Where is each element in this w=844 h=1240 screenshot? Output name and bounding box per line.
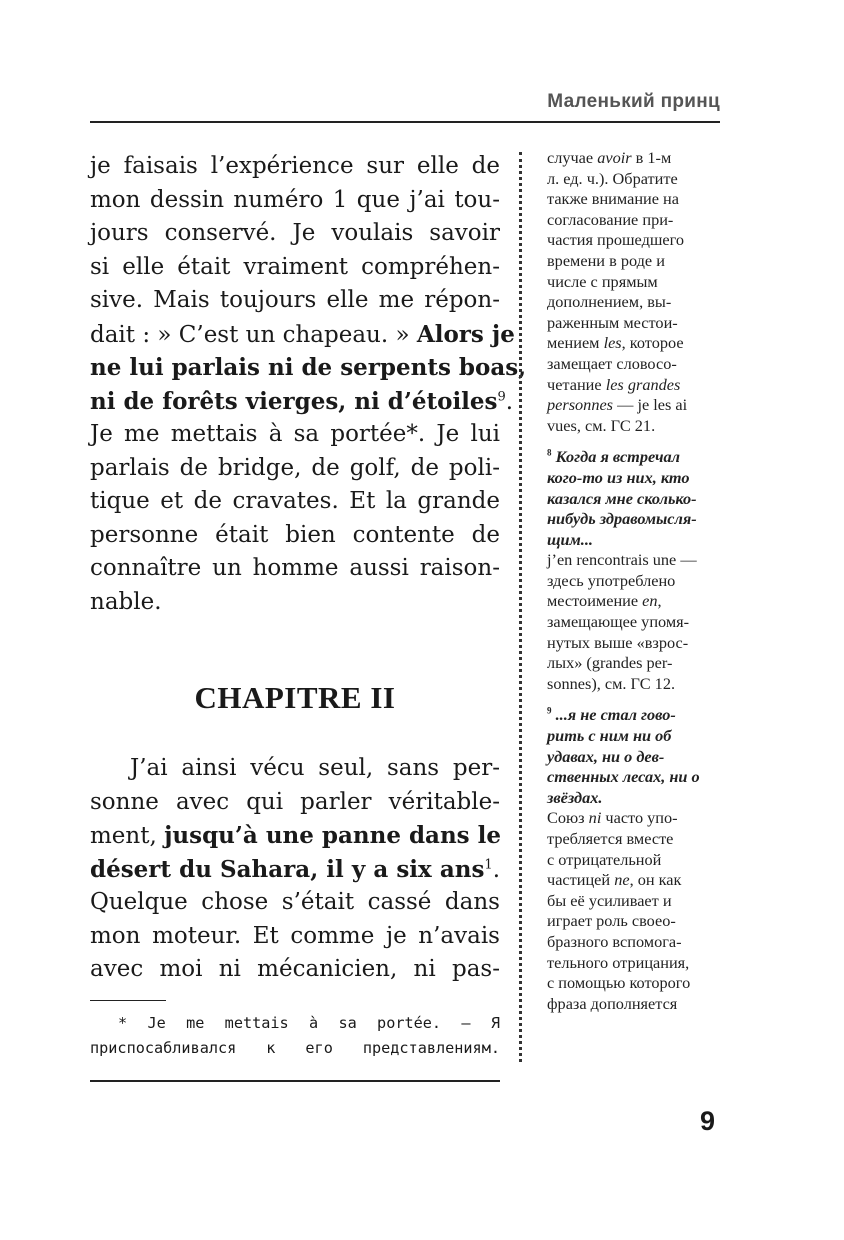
side-line: j’en rencontrais une — [547,550,697,570]
text-span: часто упо- [601,808,678,828]
side-line: играет роль своео- [547,911,676,931]
text-line: nable. [90,588,162,615]
note-gap [547,694,723,705]
text-line [90,853,500,887]
running-title: Маленький принц [547,91,720,112]
chapter-title: CHAPITRE II [194,680,396,715]
text-span: ...я не стал гово- [551,705,676,725]
text-span: . [492,856,500,883]
text-line: si elle était vraiment compréhen- [90,253,500,280]
side-line: бразного вспомога- [547,931,682,951]
italic-span: ne [614,870,630,890]
footnote-line: * Je me mettais à sa portée. – Я [118,1014,500,1032]
italic-span: les grandes [605,374,681,394]
side-line: числе с прямым [547,271,658,291]
text-span: ment, [90,823,165,849]
side-line: бы её усиливает и [547,890,672,910]
text-line: avec moi ni mécanicien, ni pas- [90,956,500,982]
text-line [90,385,514,419]
text-span: — je les ai [613,395,688,415]
side-line: частия прошедшего [547,230,685,250]
side-line: нибудь здравомысля- [547,509,697,529]
side-line [547,870,723,891]
side-line: щим... [547,529,593,549]
side-line [547,591,723,612]
page-number: 9 [700,1106,716,1136]
footnote-bottom-rule [90,1080,500,1082]
italic-span: avoir [597,148,632,167]
footnote-ref: 9 [497,388,506,404]
side-line [547,148,723,169]
side-line: требляется вместе [547,829,674,848]
text-line: parlais de bridge, de golf, de poli- [90,454,500,481]
side-line: удавах, ни о дев- [547,746,665,766]
italic-span: personnes [547,395,614,415]
note-number: 9 [547,706,552,717]
note-gap [547,436,723,447]
bold-span: désert du Sahara, il y a six ans [90,855,485,883]
side-line: лых» (grandes per- [547,653,673,673]
side-line: раженным местои- [547,312,678,332]
bold-span: jusqu’à une panne dans le [164,822,502,849]
side-line: фраза дополняется [547,993,678,1013]
text-line [90,819,500,853]
footnote-ref: 1 [484,856,493,872]
text-span: Когда я встречал [555,447,681,467]
text-span: четание [547,374,606,394]
text-line-bold: ne lui parlais ni de serpents boas, [90,354,527,381]
side-line: также внимание на [547,189,679,209]
side-line: замещает словосо- [547,353,677,373]
footnote-separator [90,1000,166,1001]
note-8-title [547,447,723,468]
side-line: согласование при- [547,209,674,229]
side-line: рить с ним ни об [547,726,672,746]
side-line: звёздах. [547,787,603,807]
side-line [547,808,723,829]
column-divider [519,152,522,1062]
note-number: 8 [547,447,552,458]
text-span: Союз [547,808,589,828]
text-line: personne était bien contente de [90,521,500,548]
italic-span: en [642,591,658,611]
text-span: частицей [547,870,615,890]
text-line: jours conservé. Je voulais savoir [90,220,500,246]
text-line: sonne avec qui parler véritable- [90,788,500,815]
side-line: л. ед. ч.). Обратите [547,168,678,188]
header-rule [90,121,720,123]
footnote-line: приспосабливался к его представлениям. [90,1039,500,1057]
side-line: дополнением, вы- [547,292,672,312]
text-line: je faisais l’expérience sur elle de [90,153,500,179]
side-line [547,395,723,416]
text-span: dait : » C’est un chapeau. » [90,321,417,348]
side-line: времени в роде и [547,250,665,270]
main-text-column [90,150,527,619]
text-line: J’ai ainsi vécu seul, sans per- [130,755,500,781]
text-span: , которое [621,333,684,353]
side-line: здесь употреблено [547,570,676,590]
bold-span: Alors je [416,320,515,348]
side-line: нутых выше «взрос- [547,632,689,652]
side-line: ственных лесах, ни о [547,767,700,787]
side-line: тельного отрицания, [547,952,690,972]
side-line: казался мне сколько- [547,488,697,508]
text-span: случае [547,148,598,167]
italic-span: les [603,333,622,353]
text-line: Je me mettais à sa portée*. Je lui [90,421,500,447]
text-span: в 1-м [631,148,672,167]
main-text-column-2 [90,752,500,987]
side-line [547,375,723,396]
text-line: sive. Mais toujours elle me répon- [90,287,500,313]
note-9-title [547,705,723,726]
text-span: местоимение [547,591,643,611]
text-line: mon moteur. Et comme je n’avais [90,922,500,949]
text-span: мением [547,333,604,353]
side-line [547,333,723,354]
side-line: vues, см. ГС 21. [547,415,656,435]
side-line: кого-то из них, кто [547,467,690,487]
text-line [90,318,515,352]
bold-span: ni de forêts vierges, ni d’étoiles [90,387,498,415]
text-line: Quelque chose s’était cassé dans [90,889,500,915]
side-line: с отрицательной [547,849,662,869]
side-line: замещающее упомя- [547,612,690,632]
text-span: . [505,388,514,415]
side-notes [547,148,723,1014]
text-line: tique et de cravates. Et la grande [90,488,500,514]
italic-span: ni [588,808,602,828]
side-line: sonnes), см. ГС 12. [547,673,676,693]
text-line: mon dessin numéro 1 que j’ai tou- [90,186,500,213]
side-line: с помощью которого [547,973,691,993]
footnote [90,1011,500,1061]
text-line: connaître un homme aussi raison- [90,555,500,581]
text-span: , он как [629,870,682,890]
text-span: , [657,591,662,611]
